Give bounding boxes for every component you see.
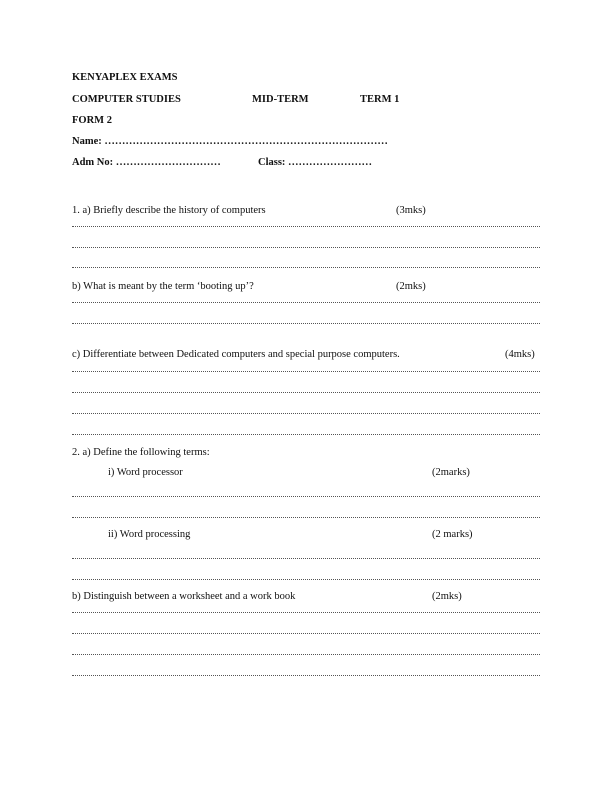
question-1b: b) What is meant by the term ‘booting up’?: [72, 281, 254, 292]
answer-line: [72, 633, 540, 634]
answer-line: [72, 371, 540, 372]
answer-line: [72, 517, 540, 518]
answer-line: [72, 392, 540, 393]
class-field: Class: ……………………: [258, 157, 373, 168]
question-2a: 2. a) Define the following terms:: [72, 447, 210, 458]
exam-type: MID-TERM: [252, 94, 309, 105]
answer-line: [72, 612, 540, 613]
name-field: Name: ………………………………………………………………………: [72, 136, 388, 147]
question-1a-marks: (3mks): [396, 205, 426, 216]
answer-line: [72, 302, 540, 303]
answer-line: [72, 413, 540, 414]
answer-line: [72, 496, 540, 497]
question-1b-marks: (2mks): [396, 281, 426, 292]
question-2a-i-marks: (2marks): [432, 467, 470, 478]
subject-title: COMPUTER STUDIES: [72, 94, 181, 105]
answer-line: [72, 247, 540, 248]
form-label: FORM 2: [72, 115, 112, 126]
term-label: TERM 1: [360, 94, 400, 105]
answer-line: [72, 654, 540, 655]
answer-line: [72, 323, 540, 324]
question-2a-i: i) Word processor: [108, 467, 183, 478]
answer-line: [72, 558, 540, 559]
answer-line: [72, 434, 540, 435]
answer-line: [72, 675, 540, 676]
question-2b-marks: (2mks): [432, 591, 462, 602]
question-2a-ii: ii) Word processing: [108, 529, 191, 540]
answer-line: [72, 267, 540, 268]
question-1a: 1. a) Briefly describe the history of computers: [72, 205, 266, 216]
question-1c-marks: (4mks): [505, 349, 535, 360]
question-2a-ii-marks: (2 marks): [432, 529, 473, 540]
answer-line: [72, 579, 540, 580]
adm-no-field: Adm No: …………………………: [72, 157, 221, 168]
org-title: KENYAPLEX EXAMS: [72, 72, 178, 83]
answer-line: [72, 226, 540, 227]
question-2b: b) Distinguish between a worksheet and a work book: [72, 591, 296, 602]
question-1c: c) Differentiate between Dedicated computers and special purpose computers.: [72, 349, 400, 360]
